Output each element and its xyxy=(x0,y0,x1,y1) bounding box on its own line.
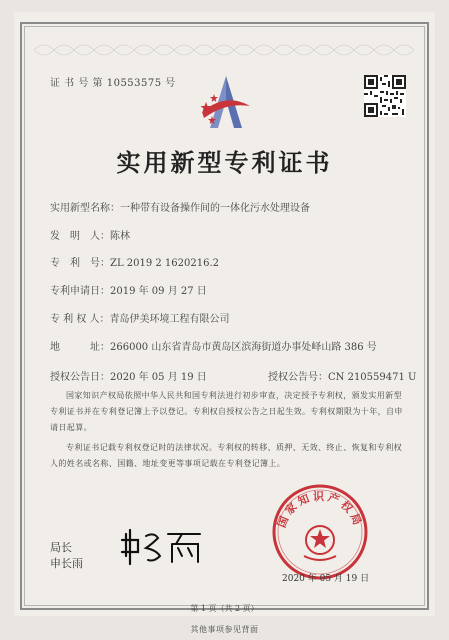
paragraph-grant: 国家知识产权局依照中华人民共和国专利法进行初步审查，决定授予专利权，颁发实用新型专利证书并在专利登记簿上予以登记。专利权自授权公告之日起生效。专利权期限为十年，自申请日起算。 xyxy=(50,391,403,432)
certificate-title: 实用新型专利证书 xyxy=(116,148,333,177)
field-address xyxy=(50,338,377,353)
field-inventor xyxy=(50,227,130,242)
certificate-number: 证 书 号 第 10553575 号 xyxy=(50,78,176,89)
inventor-label: 发 明 人： xyxy=(50,231,110,242)
holder-label: 专 利 权 人： xyxy=(50,314,110,325)
holder-value: 青岛伊美环境工程有限公司 xyxy=(109,314,230,325)
page-number: 第 1 页（共 2 页） xyxy=(190,604,259,613)
handwritten-signature xyxy=(118,526,208,566)
grant-date-label: 授权公告日： xyxy=(50,372,110,383)
field-filing-date xyxy=(50,282,207,297)
official-seal-icon xyxy=(270,482,370,582)
svg-text:国家知识产权局 xyxy=(274,489,365,530)
signatory-title: 局长 xyxy=(50,541,72,554)
signatory-block xyxy=(50,540,83,572)
grant-no-label: 授权公告号： xyxy=(268,372,328,383)
signatory-name: 申长雨 xyxy=(50,557,83,570)
field-grant-no xyxy=(268,368,416,383)
seal-date: 2020 年 05 月 19 日 xyxy=(282,574,370,584)
filing-date-label: 专利申请日： xyxy=(50,286,110,297)
field-patent-no xyxy=(50,254,219,269)
field-name xyxy=(50,199,310,214)
field-holder xyxy=(50,310,230,325)
seal-text: 国家知识产权局 xyxy=(274,490,366,530)
name-value: 一种带有设备操作间的一体化污水处理设备 xyxy=(120,203,310,214)
grant-date-value: 2020 年 05 月 19 日 xyxy=(110,372,207,383)
back-note: 其他事项参见背面 xyxy=(190,625,259,634)
cnipa-logo-icon xyxy=(196,72,256,134)
inventor-value: 陈林 xyxy=(110,231,130,242)
grant-no-value: CN 210559471 U xyxy=(328,372,417,383)
patent-no-value: ZL 2019 2 1620216.2 xyxy=(110,258,220,269)
filing-date-value: 2019 年 09 月 27 日 xyxy=(110,286,207,297)
patent-no-label: 专 利 号： xyxy=(50,258,110,269)
address-label: 地 址： xyxy=(50,342,110,353)
guilloche-pattern xyxy=(34,40,414,60)
name-label: 实用新型名称： xyxy=(50,203,120,214)
paragraph-legal-status: 专利证书记载专利权登记时的法律状况。专利权的转移、质押、无效、终止、恢复和专利权人的姓名或名称、国籍、地址变更等事项记载在专利登记簿上。 xyxy=(50,443,402,468)
qr-code-icon xyxy=(364,75,406,117)
address-value: 266000 山东省青岛市黄岛区滨海街道办事处峄山路 386 号 xyxy=(110,342,377,353)
field-grant-date xyxy=(50,368,207,383)
